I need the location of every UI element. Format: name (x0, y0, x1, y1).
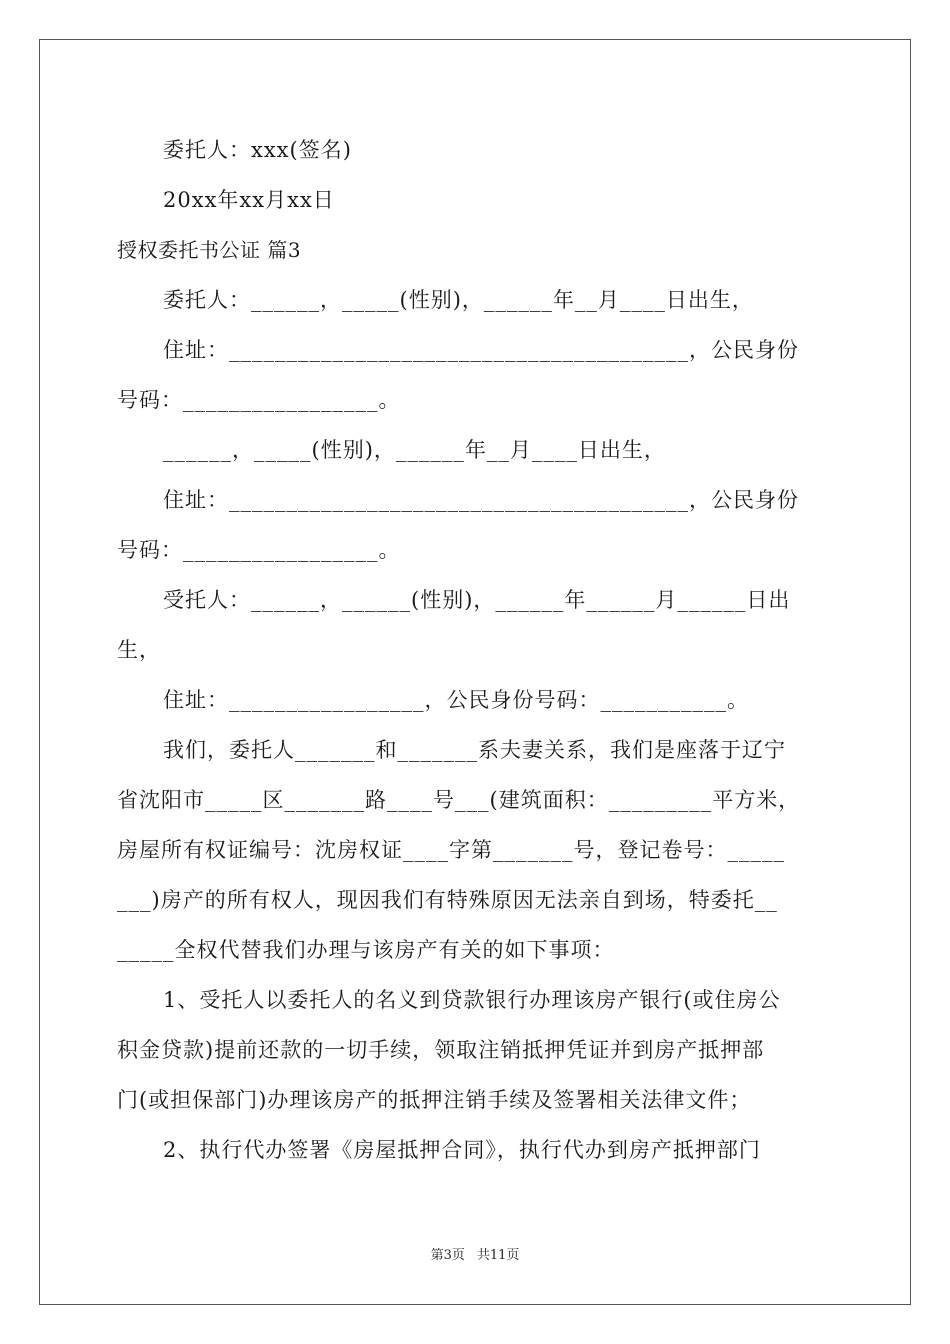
page-footer (0, 1247, 950, 1265)
body-paragraph-line: ___)房产的所有权人，现因我们有特殊原因无法亲自到场，特委托__ (117, 888, 778, 912)
section-heading: 授权委托书公证 篇3 (117, 238, 302, 262)
second-principal-id-line: 号码：_________________。 (117, 538, 401, 562)
agent-info-continuation: 生， (117, 638, 161, 662)
principal-signature-line: 委托人：xxx(签名) (163, 138, 352, 162)
page-number: 第3页 (430, 1248, 465, 1263)
body-paragraph-line: _____全权代替我们办理与该房产有关的如下事项： (117, 938, 615, 962)
body-paragraph-line: 省沈阳市_____区_______路____号___(建筑面积：_________平方米， (117, 788, 801, 812)
second-principal-info-line: ______，_____(性别)，______年__月____日出生， (163, 438, 666, 462)
item-1-line: 1、受托人以委托人的名义到贷款银行办理该房产银行(或住房公 (163, 988, 781, 1012)
agent-address-line: 住址：_________________，公民身份号码：___________。 (163, 688, 749, 712)
date-line: 20xx年xx月xx日 (163, 188, 335, 212)
principal-id-line: 号码：_________________。 (117, 388, 401, 412)
item-1-line: 门(或担保部门)办理该房产的抵押注销手续及签署相关法律文件； (117, 1088, 752, 1112)
body-paragraph-line: 我们，委托人_______和_______系夫妻关系，我们是座落于辽宁 (163, 738, 786, 762)
principal-info-line: 委托人：______，_____(性别)，______年__月____日出生， (163, 288, 754, 312)
principal-address-line: 住址：________________________________________，公民身份 (163, 338, 799, 362)
item-2-line: 2、执行代办签署《房屋抵押合同》，执行代办到房产抵押部门 (163, 1138, 761, 1162)
item-1-line: 积金贷款)提前还款的一切手续，领取注销抵押凭证并到房产抵押部 (117, 1038, 765, 1062)
page-total: 共11页 (476, 1248, 520, 1263)
body-paragraph-line: 房屋所有权证编号：沈房权证____字第_______号，登记卷号：_____ (117, 838, 785, 862)
agent-info-line: 受托人：______，______(性别)，______年______月______日出 (163, 588, 791, 612)
page-border (39, 39, 911, 1305)
second-principal-address-line: 住址：________________________________________，公民身份 (163, 488, 799, 512)
